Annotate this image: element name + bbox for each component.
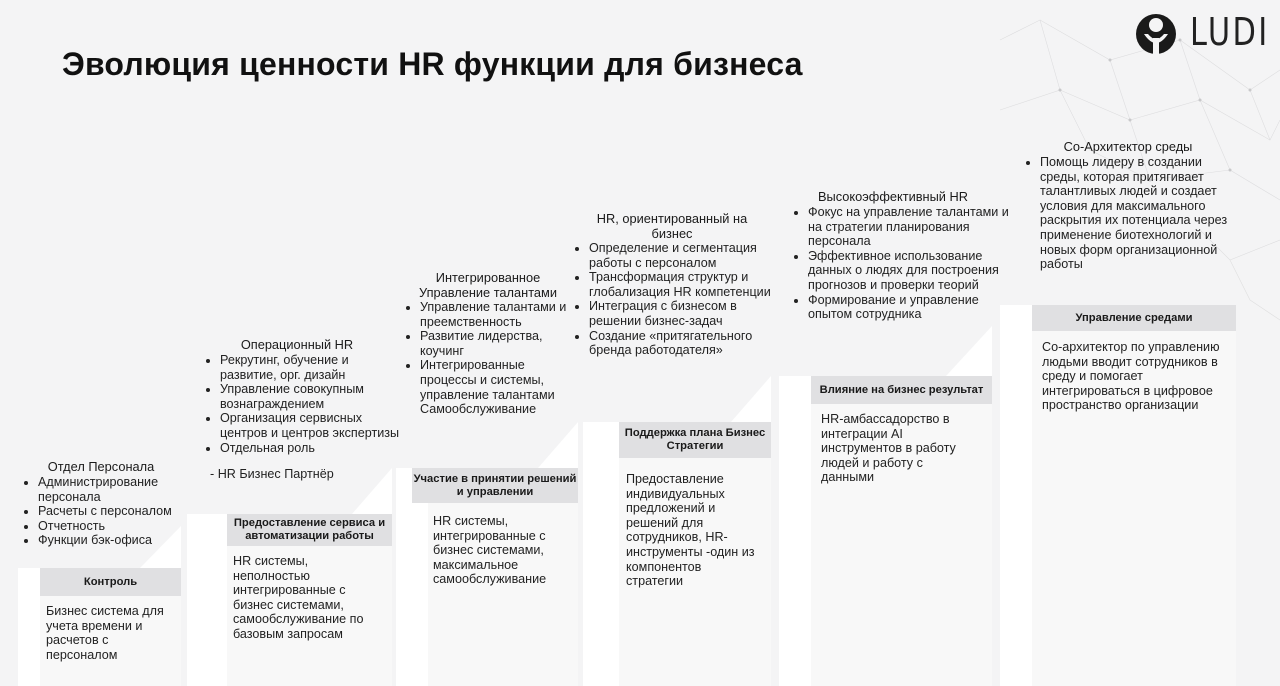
stage-5-description: HR-амбассадорство в интеграции AI инструментов в работу людей и работу с данными: [821, 412, 956, 485]
stage-5-heading: Высокоэффективный HR: [818, 189, 968, 204]
stage-5-bullets: [790, 205, 1018, 322]
stage-3-bullets: [402, 300, 580, 417]
stage-4-bullet: • Создание «притягательного бренда работодателя»: [589, 329, 787, 358]
stage-2-bullet: • Отдельная роль: [220, 441, 406, 456]
stage-4-description: Предоставление индивидуальных предложений и решений для сотрудников, HR-инструменты -один из компонентов стратегии: [626, 472, 755, 589]
stage-1-label: Контроль: [40, 568, 181, 596]
stage-1-bullets: [20, 475, 206, 548]
stage-4-bullet: • Трансформация структур и глобализация HR компетенции: [589, 270, 787, 299]
stage-3-bullet: • Интегрированные процессы и системы, управление талантами Самообслуживание: [420, 358, 580, 416]
stage-3-label: Участие в принятии решений и управлении: [412, 468, 578, 503]
stage-2-bullet: • Рекрутинг, обучение и развитие, орг. дизайн: [220, 353, 406, 382]
stage-2-bullet: • Управление совокупным вознаграждением: [220, 382, 406, 411]
stage-5-label: Влияние на бизнес результат: [811, 376, 992, 404]
stage-1-bullet: • Отчетность: [38, 519, 206, 534]
stage-3-bullet: • Управление талантами и преемственность: [420, 300, 580, 329]
logo-text: LUDI: [1190, 10, 1270, 54]
stage-4-heading: HR, ориентированный на бизнес: [596, 211, 748, 241]
stage-6-description: Со-архитектор по управлению людьми вводит сотрудников в среду и помогает интегрироваться в цифровое пространство организации: [1042, 340, 1220, 413]
stage-2-label: Предоставление сервиса и автоматизации работы: [227, 514, 392, 546]
stage-1-heading: Отдел Персонала: [47, 459, 155, 474]
stage-2-heading: Операционный HR: [240, 337, 354, 352]
stage-5-bullet: • Фокус на управление талантами и на стратегии планирования персонала: [808, 205, 1018, 249]
stage-4-label: Поддержка плана Бизнес Стратегии: [619, 422, 771, 458]
stage-2-bullet: • Организация сервисных центров и центров экспертизы: [220, 411, 406, 440]
stage-5-bullet: • Эффективное использование данных о людях для построения прогнозов и проверки теорий: [808, 249, 1018, 293]
stage-4-bullets: [571, 241, 787, 358]
stage-6-heading: Со-Архитектор среды: [1063, 139, 1193, 154]
slide-title: Эволюция ценности HR функции для бизнеса: [62, 46, 803, 82]
stage-1-description: Бизнес система для учета времени и расчетов с персоналом: [46, 604, 164, 662]
stage-6-bullets: [1022, 155, 1236, 272]
step-wedge-4: [731, 376, 771, 422]
stage-4-bullet: • Интеграция с бизнесом в решении бизнес-задач: [589, 299, 787, 328]
stage-3-description: HR системы, интегрированные с бизнес системами, максимальное самообслуживание: [433, 514, 547, 587]
stage-1-bullet: • Администрирование персонала: [38, 475, 206, 504]
step-wedge-3: [538, 422, 578, 468]
stage-2-description: HR системы, неполностью интегрированные с бизнес системами, самообслуживание по базовым запросам: [233, 554, 364, 641]
stage-6-bullet: • Помощь лидеру в создании среды, которая притягивает талантливых людей и создает условия для максимального раскрытия их потенциала через применение биотехнологий и новых форм организационной работы: [1040, 155, 1236, 272]
stage-5-bullet: • Формирование и управление опытом сотрудника: [808, 293, 1018, 322]
stage-1-bullet: • Функции бэк-офиса: [38, 533, 206, 548]
stage-6-label: Управление средами: [1032, 305, 1236, 331]
stage-2-bullets: [202, 353, 406, 455]
stage-4-bullet: • Определение и сегментация работы с персоналом: [589, 241, 787, 270]
step-wedge-5: [946, 326, 992, 376]
stage-3-bullet: • Развитие лидерства, коучинг: [420, 329, 580, 358]
step-wedge-2: [352, 468, 392, 514]
stage-2-extra-line: - HR Бизнес Партнёр: [210, 467, 334, 481]
stage-1-bullet: • Расчеты с персоналом: [38, 504, 206, 519]
stage-3-heading: Интегрированное Управление талантами: [419, 270, 557, 300]
